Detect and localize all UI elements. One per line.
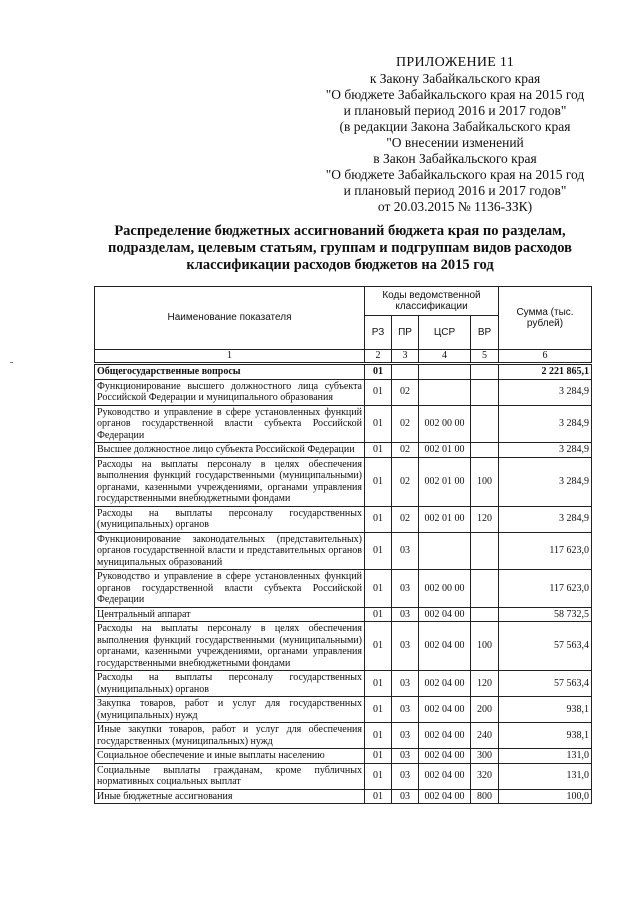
row-vr: 100 xyxy=(471,457,499,506)
row-sum: 3 284,9 xyxy=(499,506,592,532)
table-row xyxy=(95,457,592,506)
row-sum: 100,0 xyxy=(499,789,592,804)
title-line: классификации расходов бюджетов на 2015 год xyxy=(186,257,494,273)
header-vr: ВР xyxy=(471,316,499,350)
row-pr: 02 xyxy=(392,379,419,405)
row-rz: 01 xyxy=(365,789,392,804)
table-row xyxy=(95,570,592,608)
row-name: Иные закупки товаров, работ и услуг для обеспечения государственных (муниципальных) нужд xyxy=(95,723,365,749)
row-name: Общегосударственные вопросы xyxy=(95,364,365,380)
row-csr: 002 04 00 xyxy=(419,607,471,622)
row-vr: 240 xyxy=(471,723,499,749)
row-sum: 938,1 xyxy=(499,723,592,749)
col-number: 2 xyxy=(365,350,392,364)
row-vr: 120 xyxy=(471,506,499,532)
col-number: 3 xyxy=(392,350,419,364)
row-name: Руководство и управление в сфере установленных функций органов государственной власти субъекта Российской Федерации xyxy=(95,570,365,608)
row-pr: 02 xyxy=(392,443,419,458)
row-name: Руководство и управление в сфере установленных функций органов государственной власти субъекта Российской Федерации xyxy=(95,405,365,443)
row-rz: 01 xyxy=(365,379,392,405)
appendix-line: "О бюджете Забайкальского края на 2015 год xyxy=(325,167,585,182)
row-pr xyxy=(392,364,419,380)
row-rz: 01 xyxy=(365,405,392,443)
row-name: Расходы на выплаты персоналу государственных (муниципальных) органов xyxy=(95,506,365,532)
appendix-line: "О бюджете Забайкальского края на 2015 год xyxy=(325,87,585,102)
row-vr: 300 xyxy=(471,749,499,764)
table-row xyxy=(95,405,592,443)
appendix-line: к Закону Забайкальского края xyxy=(369,71,541,86)
row-csr: 002 00 00 xyxy=(419,405,471,443)
appendix-header xyxy=(300,55,610,215)
row-vr xyxy=(471,379,499,405)
row-sum: 938,1 xyxy=(499,697,592,723)
table-body xyxy=(95,364,592,804)
table-row xyxy=(95,607,592,622)
appendix-title: ПРИЛОЖЕНИЕ 11 xyxy=(395,55,514,70)
table-row xyxy=(95,506,592,532)
row-sum: 3 284,9 xyxy=(499,457,592,506)
header-sum: Сумма (тыс. рублей) xyxy=(499,287,592,350)
table-row xyxy=(95,443,592,458)
row-sum: 58 732,5 xyxy=(499,607,592,622)
row-name: Расходы на выплаты персоналу в целях обеспечения выполнения функций государственными (муниципальными) органами, казенными учреждениями, органами управления государственными внебюджетными фондами xyxy=(95,622,365,671)
col-number: 4 xyxy=(419,350,471,364)
row-pr: 03 xyxy=(392,570,419,608)
appendix-line: (в редакции Закона Забайкальского края xyxy=(339,119,571,134)
row-sum: 117 623,0 xyxy=(499,532,592,570)
appendix-line: в Закон Забайкальского края xyxy=(373,151,537,166)
row-name: Центральный аппарат xyxy=(95,607,365,622)
margin-mark xyxy=(10,362,13,363)
row-sum: 3 284,9 xyxy=(499,379,592,405)
row-name: Расходы на выплаты персоналу в целях обеспечения выполнения функций государственными (муниципальными) органами, казенными учреждениями, органами управления государственными внебюджетными фондами xyxy=(95,457,365,506)
row-csr: 002 01 00 xyxy=(419,443,471,458)
row-pr: 03 xyxy=(392,789,419,804)
table-row xyxy=(95,364,592,380)
table-row xyxy=(95,697,592,723)
row-sum: 117 623,0 xyxy=(499,570,592,608)
row-rz: 01 xyxy=(365,364,392,380)
row-pr: 03 xyxy=(392,697,419,723)
row-vr: 320 xyxy=(471,763,499,789)
row-sum: 131,0 xyxy=(499,749,592,764)
row-pr: 03 xyxy=(392,532,419,570)
row-rz: 01 xyxy=(365,457,392,506)
budget-table xyxy=(94,286,592,804)
table-row xyxy=(95,763,592,789)
row-vr: 200 xyxy=(471,697,499,723)
table-row xyxy=(95,671,592,697)
table-row xyxy=(95,622,592,671)
row-csr xyxy=(419,532,471,570)
title-line: подразделам, целевым статьям, группам и подгруппам видов расходов xyxy=(108,240,572,256)
appendix-date-line: от 20.03.2015 № 1136-ЗЗК) xyxy=(377,199,533,214)
col-number: 6 xyxy=(499,350,592,364)
row-pr: 02 xyxy=(392,506,419,532)
row-vr xyxy=(471,364,499,380)
row-pr: 03 xyxy=(392,763,419,789)
row-vr xyxy=(471,443,499,458)
row-sum: 57 563,4 xyxy=(499,622,592,671)
row-csr: 002 04 00 xyxy=(419,697,471,723)
row-rz: 01 xyxy=(365,443,392,458)
row-name: Иные бюджетные ассигнования xyxy=(95,789,365,804)
row-csr: 002 01 00 xyxy=(419,457,471,506)
row-csr: 002 04 00 xyxy=(419,723,471,749)
row-rz: 01 xyxy=(365,622,392,671)
row-rz: 01 xyxy=(365,671,392,697)
header-pr: ПР xyxy=(392,316,419,350)
row-name: Социальное обеспечение и иные выплаты населению xyxy=(95,749,365,764)
row-vr xyxy=(471,607,499,622)
row-name: Расходы на выплаты персоналу государственных (муниципальных) органов xyxy=(95,671,365,697)
table-row xyxy=(95,532,592,570)
row-csr: 002 04 00 xyxy=(419,763,471,789)
row-rz: 01 xyxy=(365,506,392,532)
column-number-row xyxy=(95,350,592,364)
row-pr: 03 xyxy=(392,749,419,764)
col-number: 1 xyxy=(95,350,365,364)
table-row xyxy=(95,723,592,749)
row-name: Закупка товаров, работ и услуг для государственных (муниципальных) нужд xyxy=(95,697,365,723)
header-csr: ЦСР xyxy=(419,316,471,350)
row-rz: 01 xyxy=(365,532,392,570)
appendix-line: и плановый период 2016 и 2017 годов" xyxy=(343,103,567,118)
row-sum: 3 284,9 xyxy=(499,405,592,443)
row-pr: 03 xyxy=(392,671,419,697)
header-name: Наименование показателя xyxy=(95,287,365,350)
row-csr: 002 01 00 xyxy=(419,506,471,532)
row-rz: 01 xyxy=(365,723,392,749)
row-name: Социальные выплаты гражданам, кроме публичных нормативных социальных выплат xyxy=(95,763,365,789)
row-rz: 01 xyxy=(365,570,392,608)
header-codes: Коды ведомственной классификации xyxy=(365,287,499,316)
row-sum: 2 221 865,1 xyxy=(499,364,592,380)
document-title xyxy=(95,223,585,274)
row-pr: 03 xyxy=(392,723,419,749)
row-csr: 002 04 00 xyxy=(419,671,471,697)
row-vr xyxy=(471,405,499,443)
row-csr: 002 04 00 xyxy=(419,789,471,804)
row-name: Высшее должностное лицо субъекта Российской Федерации xyxy=(95,443,365,458)
table-row xyxy=(95,789,592,804)
row-vr: 120 xyxy=(471,671,499,697)
row-name: Функционирование законодательных (представительных) органов государственной власти и представительных органов муниципальных образований xyxy=(95,532,365,570)
row-sum: 131,0 xyxy=(499,763,592,789)
table-row xyxy=(95,749,592,764)
row-vr: 800 xyxy=(471,789,499,804)
row-csr xyxy=(419,379,471,405)
row-rz: 01 xyxy=(365,607,392,622)
row-sum: 57 563,4 xyxy=(499,671,592,697)
row-pr: 03 xyxy=(392,607,419,622)
row-csr: 002 00 00 xyxy=(419,570,471,608)
title-line: Распределение бюджетных ассигнований бюджета края по разделам, xyxy=(114,223,566,239)
row-vr: 100 xyxy=(471,622,499,671)
appendix-line: "О внесении изменений xyxy=(386,135,524,150)
table-row xyxy=(95,379,592,405)
row-pr: 02 xyxy=(392,405,419,443)
row-sum: 3 284,9 xyxy=(499,443,592,458)
row-csr xyxy=(419,364,471,380)
row-pr: 03 xyxy=(392,622,419,671)
row-csr: 002 04 00 xyxy=(419,749,471,764)
row-vr xyxy=(471,570,499,608)
col-number: 5 xyxy=(471,350,499,364)
row-vr xyxy=(471,532,499,570)
row-rz: 01 xyxy=(365,697,392,723)
row-name: Функционирование высшего должностного лица субъекта Российской Федерации и муниципального образования xyxy=(95,379,365,405)
row-rz: 01 xyxy=(365,749,392,764)
row-pr: 02 xyxy=(392,457,419,506)
appendix-line: и плановый период 2016 и 2017 годов" xyxy=(343,183,567,198)
row-csr: 002 04 00 xyxy=(419,622,471,671)
row-rz: 01 xyxy=(365,763,392,789)
header-rz: РЗ xyxy=(365,316,392,350)
